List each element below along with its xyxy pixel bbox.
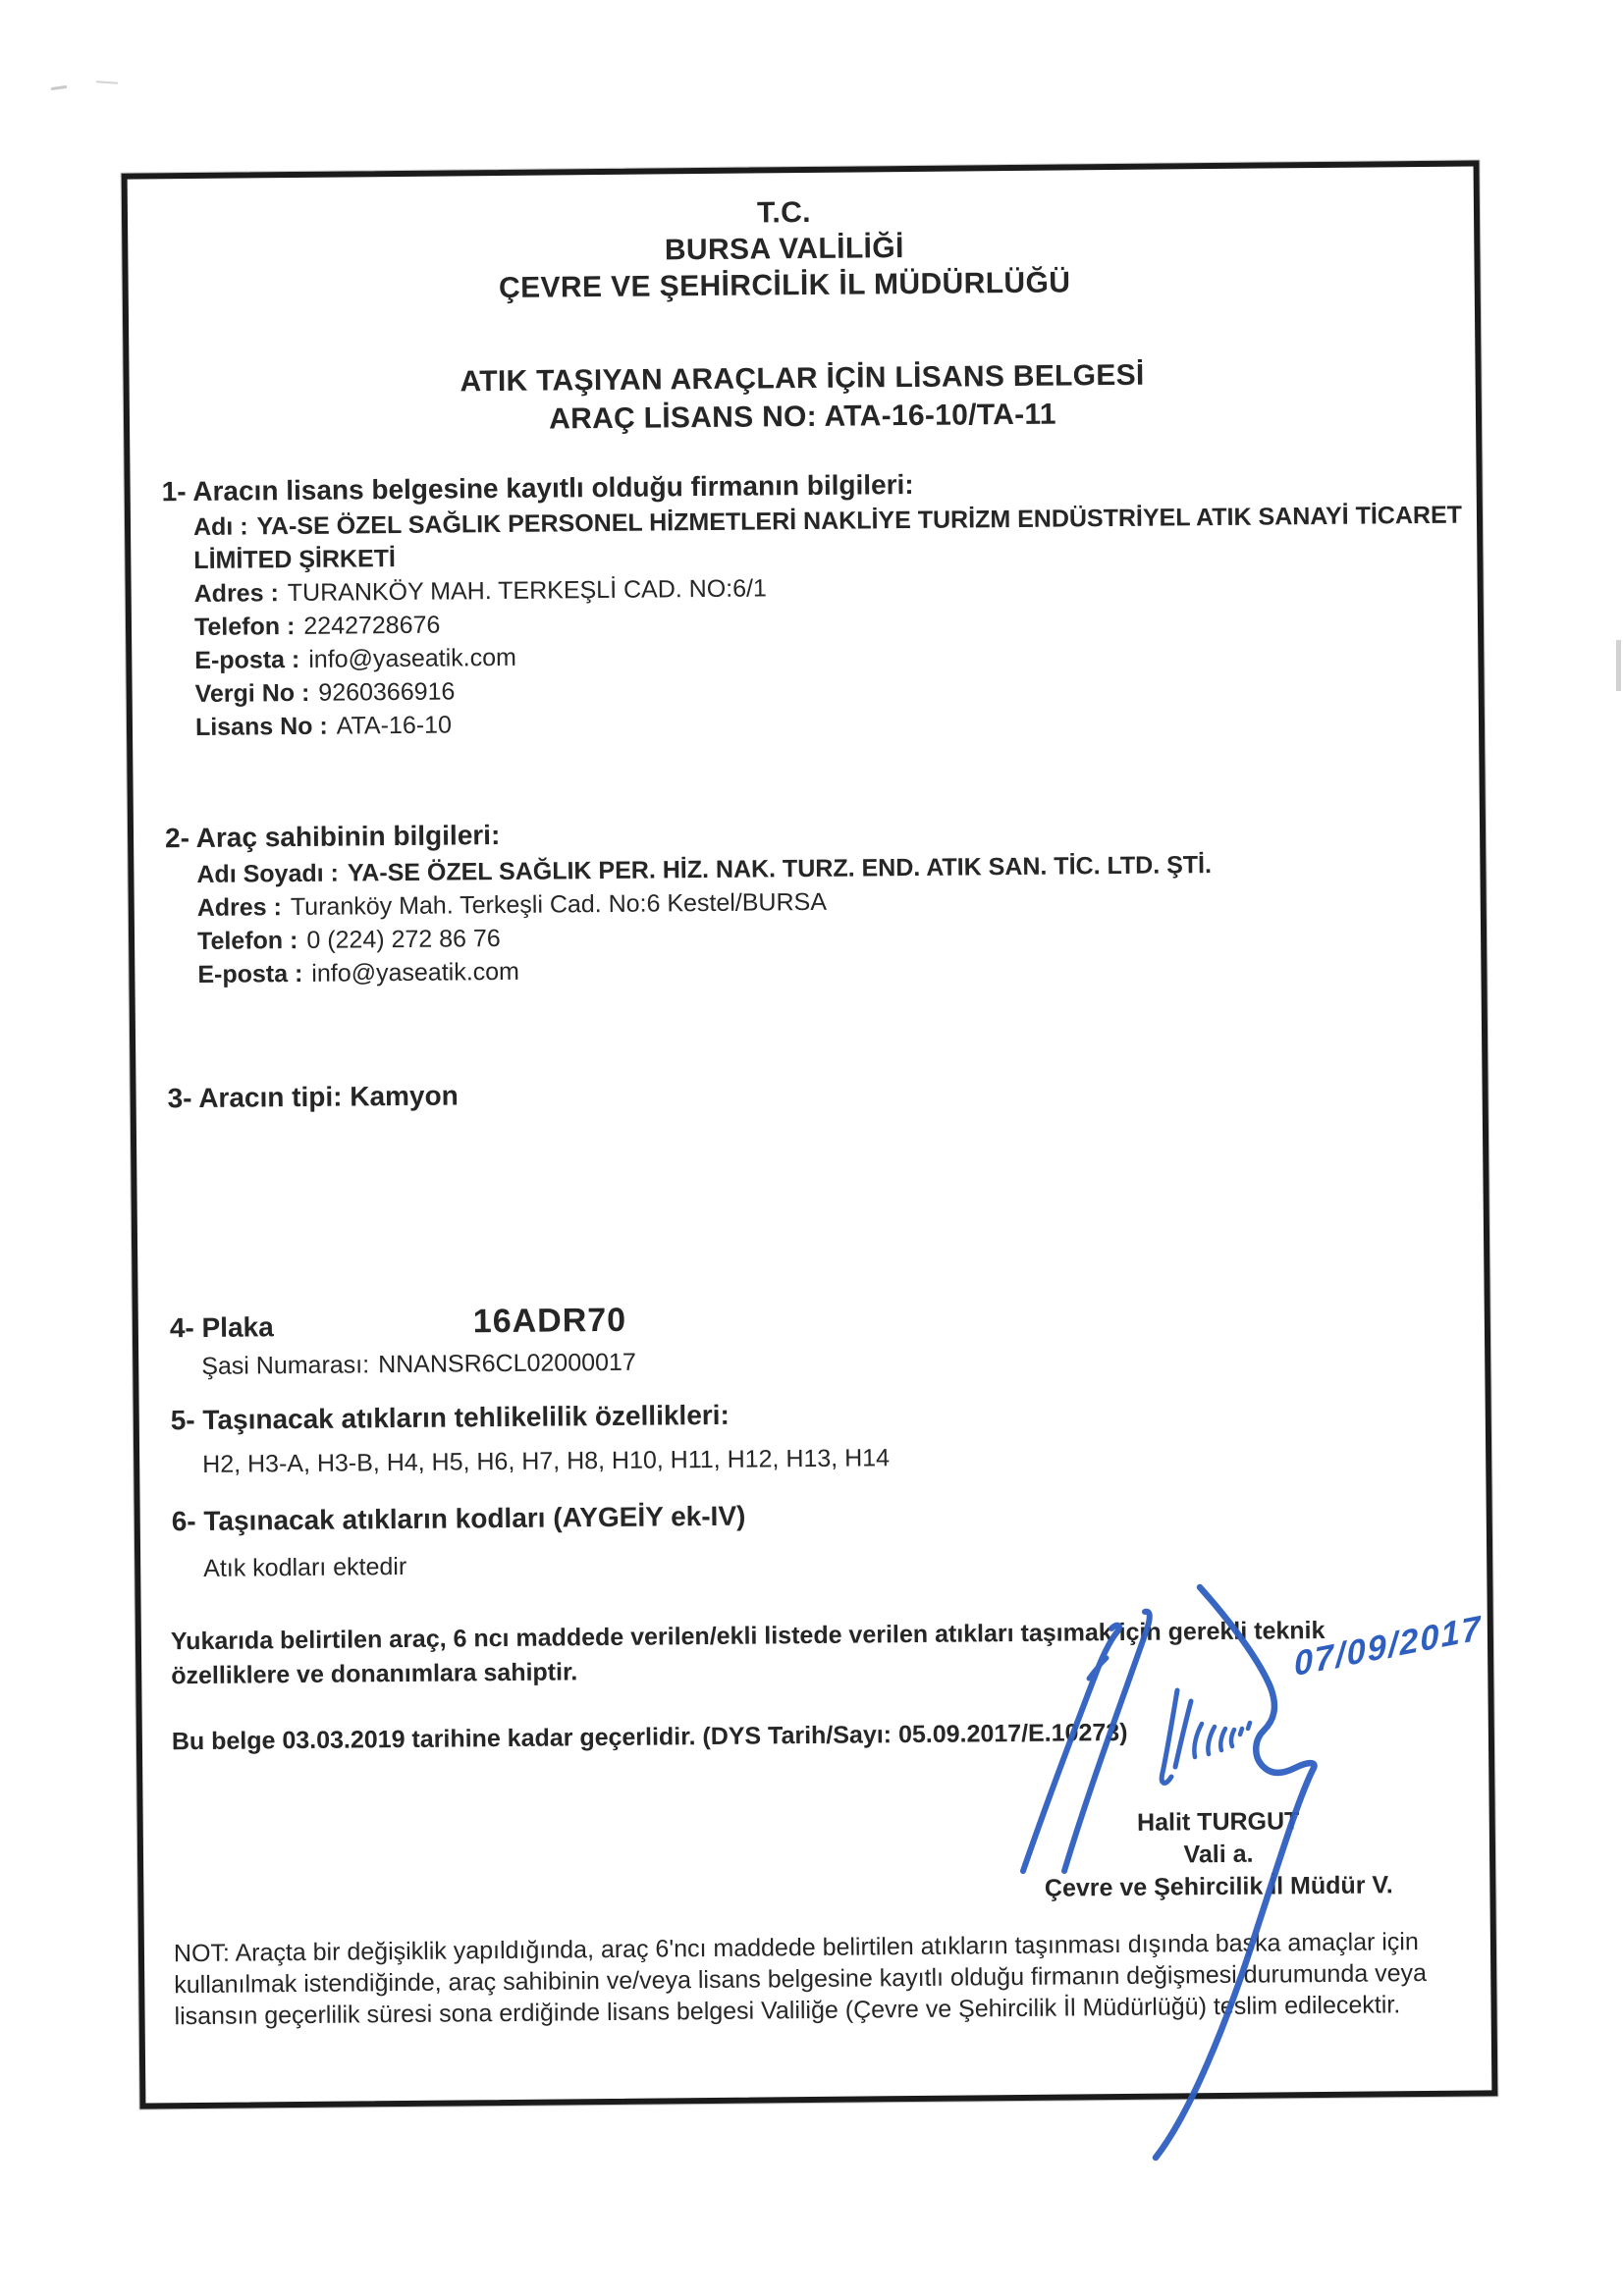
field-value: ATA-16-10 — [336, 711, 453, 740]
field-value: YA-SE ÖZEL SAĞLIK PERSONEL HİZMETLERİ NAKLİYE TURİZM ENDÜSTRİYEL ATIK SANAYİ TİCARET LİMİTED ŞİRKETİ — [193, 501, 1463, 574]
chassis-row — [201, 1349, 636, 1381]
signer-title-2: Çevre ve Şehircilik İl Müdür V. — [1044, 1871, 1393, 1902]
hazard-codes: H2, H3-A, H3-B, H4, H5, H6, H7, H8, H10, H11, H12, H13, H14 — [202, 1444, 891, 1478]
field-label: Telefon : — [193, 613, 296, 641]
plate-label: 4- Plaka — [169, 1311, 274, 1344]
waste-codes-note: Atık kodları ektedir — [203, 1552, 407, 1582]
handwritten-date: 07/09/2017 — [1292, 1608, 1484, 1684]
title-line2: ARAÇ LİSANS NO: ATA-16-10/TA-11 — [549, 398, 1056, 436]
scan-artifact — [51, 85, 67, 90]
section1-fields — [193, 498, 1474, 743]
document-title — [129, 352, 1476, 442]
section5-heading: 5- Taşınacak atıkların tehlikelilik özellikleri: — [170, 1399, 730, 1436]
chassis-number: NNANSR6CL02000017 — [377, 1348, 636, 1379]
field-value: Turanköy Mah. Terkeşli Cad. No:6 Kestel/BURSA — [290, 887, 828, 922]
field-label: Telefon : — [196, 926, 298, 955]
field-value: info@yaseatik.com — [308, 643, 516, 673]
section2-heading: 2- Araç sahibinin bilgileri: — [164, 820, 501, 854]
plate-number: 16ADR70 — [472, 1301, 627, 1341]
field-label: Adres : — [196, 893, 283, 922]
letterhead-governorship: BURSA VALİLİĞİ — [664, 232, 904, 267]
validity-line: Bu belge 03.03.2019 tarihine kadar geçerlidir. (DYS Tarih/Sayı: 05.09.2017/E.10273) — [171, 1718, 1128, 1756]
letterhead — [128, 187, 1475, 309]
field-value: YA-SE ÖZEL SAĞLIK PER. HİZ. NAK. TURZ. END. ATIK SAN. TİC. LTD. ŞTİ. — [347, 851, 1213, 887]
section6-heading: 6- Taşınacak atıkların kodları (AYGEİY ek-IV) — [171, 1500, 746, 1537]
letterhead-directorate: ÇEVRE VE ŞEHİRCİLİK İL MÜDÜRLÜĞÜ — [498, 266, 1071, 304]
field-value: 9260366916 — [318, 677, 456, 707]
field-row-company-name — [193, 498, 1473, 576]
field-label: Adı : — [192, 512, 248, 541]
vehicle-type-value: Kamyon — [350, 1080, 459, 1112]
field-value: 0 (224) 272 86 76 — [306, 925, 501, 954]
section1-heading: 1- Aracın lisans belgesine kayıtlı olduğu firmanın bilgileri: — [161, 468, 914, 507]
letterhead-tc: T.C. — [756, 195, 812, 230]
signer-name: Halit TURGUT — [1136, 1807, 1300, 1837]
field-value: TURANKÖY MAH. TERKEŞLİ CAD. NO:6/1 — [287, 574, 768, 608]
signer-title-1: Vali a. — [1183, 1840, 1254, 1869]
footnote: NOT: Araçta bir değişiklik yapıldığında, araç 6'ncı maddede belirtilen atıkların taşınması dışında başka amaçlar için kullanılmak istendiğinde, araç sahibinin ve/veya lisans belgesine kayıtlı olduğu firmanın değişmesi durumunda veya lisansın geçerlilik süresi sona erdiğinde lisans belgesi Valiliğe (Çevre ve Şehircilik İl Müdürlüğü) teslim edilecektir. — [173, 1928, 1428, 2031]
field-value: info@yaseatik.com — [311, 957, 520, 988]
field-label: Adı Soyadı : — [196, 859, 340, 888]
field-label: E-posta : — [197, 959, 303, 988]
field-value: 2242728676 — [303, 611, 441, 640]
signature-block — [958, 1803, 1480, 1905]
field-label: Vergi No : — [194, 678, 310, 708]
field-label: E-posta : — [194, 645, 300, 674]
field-label: Adres : — [193, 579, 279, 608]
section2-fields — [196, 845, 1476, 990]
scan-artifact — [1616, 640, 1621, 691]
document-border-frame — [122, 160, 1498, 2109]
scan-artifact — [96, 80, 118, 84]
title-line1: ATIK TAŞIYAN ARAÇLAR İÇİN LİSANS BELGESİ — [460, 358, 1145, 399]
vehicle-type-label: 3- Aracın tipi: — [167, 1081, 343, 1114]
technical-statement: Yukarıda belirtilen araç, 6 ncı maddede verilen/ekli listede verilen atıkları taşımak için gerekli teknik özelliklere ve donanımlara sahiptir. — [170, 1616, 1325, 1690]
section3-heading — [167, 1080, 458, 1114]
field-label: Lisans No : — [194, 712, 328, 741]
chassis-label: Şasi Numarası: — [201, 1351, 370, 1380]
